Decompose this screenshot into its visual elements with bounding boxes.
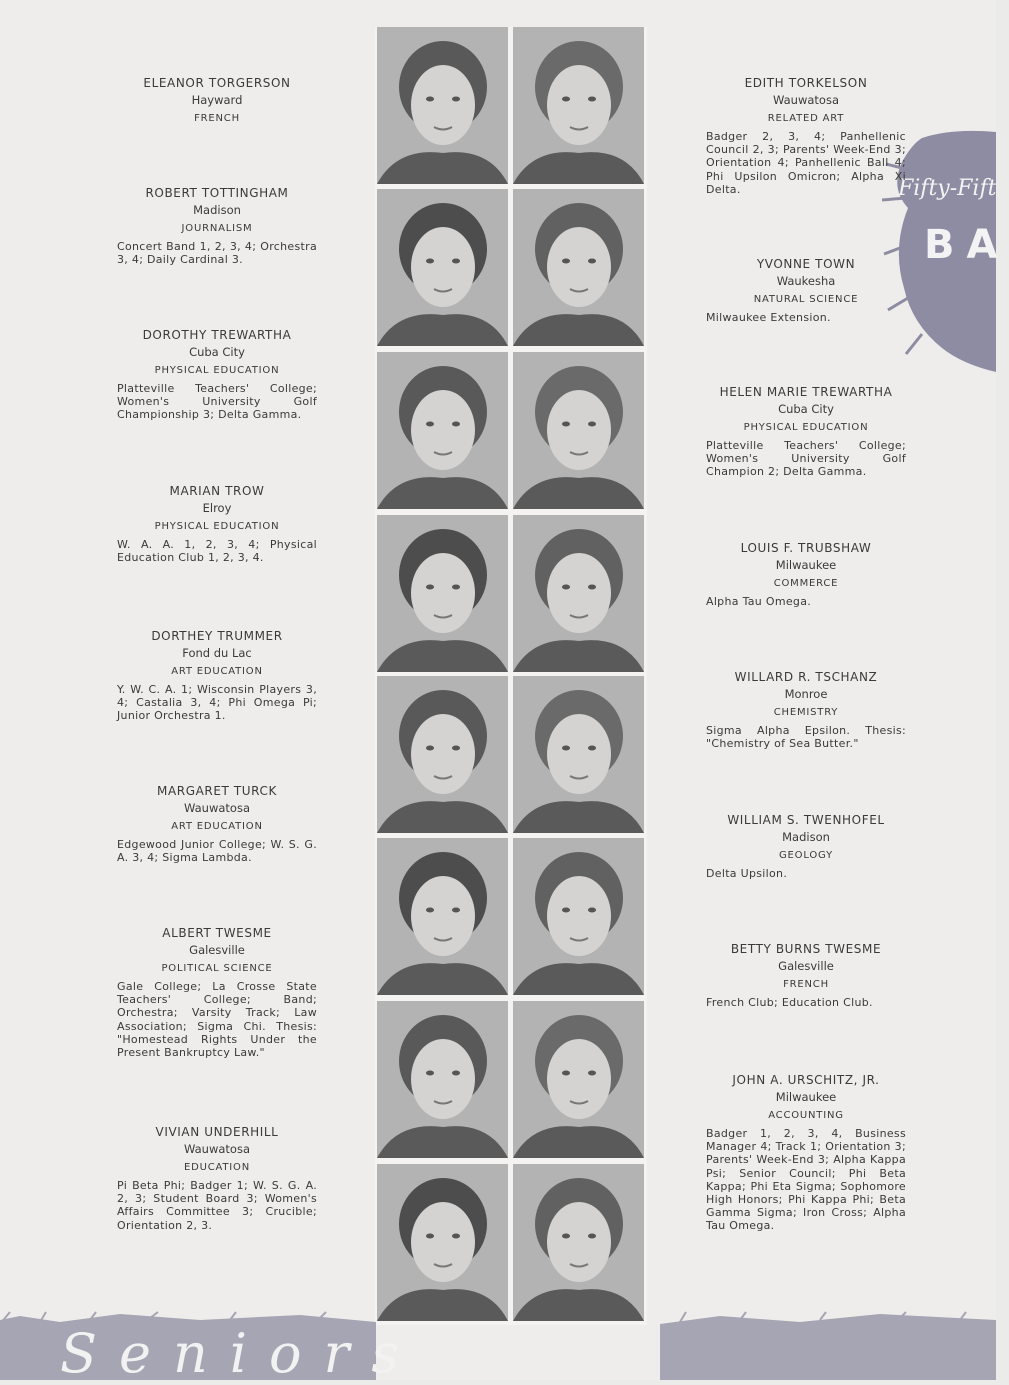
portrait-town-yvonne [513,189,644,346]
student-activities: Platteville Teachers' College; Women's University Golf Champion 2; Delta Gamma. [706,439,906,479]
student-activities: French Club; Education Club. [706,996,873,1009]
portrait-twesme-betty [513,1001,644,1158]
entry-right-5 [706,669,906,750]
student-name: WILLIAM S. TWENHOFEL [727,813,885,827]
student-name: MARGARET TURCK [157,784,277,798]
student-name: YVONNE TOWN [756,257,856,271]
student-activities: Concert Band 1, 2, 3, 4; Orchestra 3, 4; Daily Cardinal 3. [117,240,317,267]
student-town: Madison [193,203,241,217]
student-name: JOHN A. URSCHITZ, JR. [732,1073,880,1087]
student-name: DORTHEY TRUMMER [151,629,283,643]
portrait-trow-marian [377,515,508,672]
portrait-twesme-albert [377,1001,508,1158]
student-name: DOROTHY TREWARTHA [142,328,292,342]
entry-left-5 [117,628,317,723]
entry-right-2 [706,256,906,324]
entry-left-7 [117,925,317,1059]
student-major: ACCOUNTING [768,1110,844,1121]
student-activities: Sigma Alpha Epsilon. Thesis: "Chemistry of Sea Butter." [706,724,906,751]
student-town: Monroe [784,687,828,701]
portrait-underhill-vivian [513,1164,644,1321]
student-name: ROBERT TOTTINGHAM [145,186,289,200]
student-town: Wauwatosa [772,93,839,107]
student-town: Cuba City [778,402,834,416]
student-major: RELATED ART [767,113,845,124]
entry-left-1 [117,75,317,128]
footer-seniors-word: Seniors [60,1322,422,1385]
student-town: Galesville [778,959,834,973]
student-activities: Y. W. C. A. 1; Wisconsin Players 3, 4; Castalia 3, 4; Phi Omega Pi; Junior Orchestra 1. [117,683,317,723]
student-major: GEOLOGY [779,850,833,861]
student-town: Cuba City [189,345,245,359]
student-major: ART EDUCATION [171,821,263,832]
portrait-urschitz-john [377,1164,508,1321]
student-name: WILLARD R. TSCHANZ [734,670,878,684]
entry-right-7 [706,941,906,1009]
student-town: Wauwatosa [183,801,250,815]
student-major: EDUCATION [184,1162,250,1173]
student-name: HELEN MARIE TREWARTHA [719,385,893,399]
student-major: ART EDUCATION [171,666,263,677]
entry-right-3 [706,384,906,479]
student-town: Milwaukee [775,558,837,572]
student-major: PHYSICAL EDUCATION [154,365,280,376]
student-activities: W. A. A. 1, 2, 3, 4; Physical Education Club 1, 2, 3, 4. [117,538,317,565]
entry-right-6 [706,812,906,880]
student-activities: Platteville Teachers' College; Women's University Golf Championship 3; Delta Gamma. [117,382,317,422]
portrait-trewartha-dorothy [377,352,508,509]
student-town: Elroy [202,501,232,515]
student-name: ALBERT TWESME [162,926,272,940]
student-activities: Badger 1, 2, 3, 4, Business Manager 4; Track 1; Orientation 3; Parents' Week-End 3; Alpha Kappa Psi; Senior Council; Phi Beta Kappa; Phi Eta Sigma; Sophomore High Honors; Phi Kappa Phi; Beta Gamma Sigma; Iron Cross; Alpha Tau Omega. [706,1127,906,1233]
student-major: NATURAL SCIENCE [753,294,859,305]
portrait-turck-margaret [377,838,508,995]
entry-left-4 [117,483,317,564]
student-name: ELEANOR TORGERSON [143,76,291,90]
student-town: Milwaukee [775,1090,837,1104]
portrait-twenhofel-william [513,838,644,995]
entry-left-6 [117,783,317,864]
student-town: Madison [782,830,830,844]
portrait-column [375,27,647,1325]
student-major: FRENCH [194,113,240,124]
student-major: POLITICAL SCIENCE [161,963,273,974]
student-major: JOURNALISM [181,223,253,234]
portrait-trummer-dorthey [377,676,508,833]
portrait-torkelson-edith [513,27,644,184]
entry-right-8 [706,1072,906,1233]
student-major: COMMERCE [773,578,839,589]
entry-right-1 [706,75,906,196]
student-town: Wauwatosa [183,1142,250,1156]
entry-left-2 [117,185,317,266]
student-activities: Alpha Tau Omega. [706,595,812,608]
student-name: BETTY BURNS TWESME [730,942,882,956]
student-activities: Pi Beta Phi; Badger 1; W. S. G. A. 2, 3; Student Board 3; Women's Affairs Committee 3; Crucible; Orientation 2, 3. [117,1179,317,1232]
entry-left-8 [117,1124,317,1232]
portrait-torgerson-eleanor [377,27,508,184]
student-name: EDITH TORKELSON [744,76,868,90]
portrait-tottingham-robert [377,189,508,346]
student-town: Waukesha [776,274,836,288]
student-major: PHYSICAL EDUCATION [154,521,280,532]
entry-right-4 [706,540,906,608]
student-activities: Gale College; La Crosse State Teachers' College; Band; Orchestra; Varsity Track; Law Association; Sigma Chi. Thesis: "Homestead Rights Under the Present Bankruptcy Law." [117,980,317,1060]
student-major: CHEMISTRY [773,707,839,718]
student-town: Hayward [191,93,243,107]
entry-left-3 [117,327,317,422]
student-town: Galesville [189,943,245,957]
student-activities: Edgewood Junior College; W. S. G. A. 3, 4; Sigma Lambda. [117,838,317,865]
student-activities: Badger 2, 3, 4; Panhellenic Council 2, 3; Parents' Week-End 3; Orientation 4; Panhellenic Ball 4; Phi Upsilon Omicron; Alpha Xi Delta. [706,130,906,196]
student-activities: Milwaukee Extension. [706,311,831,324]
student-town: Fond du Lac [182,646,252,660]
student-name: VIVIAN UNDERHILL [155,1125,279,1139]
portrait-trewartha-helen [513,352,644,509]
portrait-trubshaw-louis [513,515,644,672]
student-name: MARIAN TROW [169,484,265,498]
portrait-tschanz-willard [513,676,644,833]
student-major: FRENCH [783,979,829,990]
banner-script-text: Fifty-Fift [898,176,997,201]
student-major: PHYSICAL EDUCATION [743,422,869,433]
banner-big-text: BA [924,222,1009,268]
student-name: LOUIS F. TRUBSHAW [740,541,872,555]
student-activities: Delta Upsilon. [706,867,788,880]
